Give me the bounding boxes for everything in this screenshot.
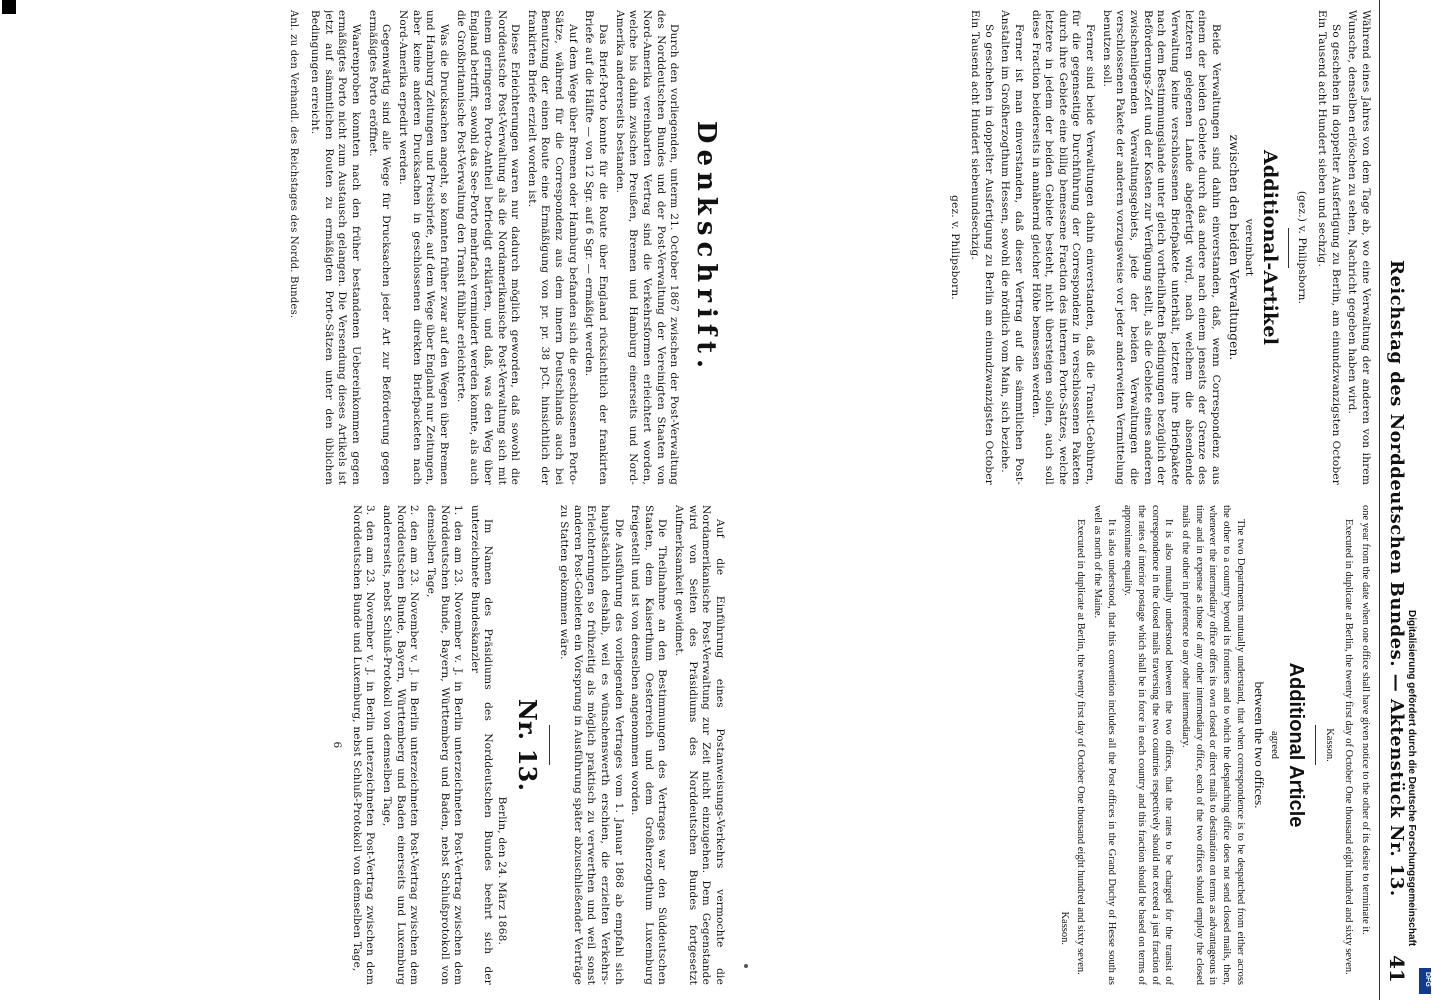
paragraph: The two Departments mutually understand, that when correspondence is to be despatched from either across the other to a country beyond its frontiers and to which the despatching office does not send closed mails, then, whenever the intermediary office offers its own closed or direct mails to destination on terms as advantageous in time and in expense as those of any other intermediary office, each of the two offices should employ the closed mails of the other in preference to any other intermediary. bbox=[1179, 505, 1246, 985]
dfg-logo-text: DFG bbox=[1424, 972, 1431, 987]
column-denkschrift bbox=[116, 10, 726, 485]
rotated-document-page bbox=[4, 0, 1416, 1000]
document-number: Nr. 13. bbox=[513, 698, 543, 792]
paragraph: Ferner ist man einverstanden, daß dieser Vertrag auf die sämmtlichen Post-Anstalten im Großherzogthum Hessen, sowohl die nördlich vom Main, sich beziehe. bbox=[999, 10, 1025, 485]
signature: Kasson. bbox=[1323, 728, 1335, 762]
scan-speck bbox=[744, 964, 748, 968]
list-item: 3. den am 23. November v. J. in Berlin unterzeichneten Post-Vertrag zwischen dem Norddeutschen Bunde und Luxemburg, nebst Schluß-Protokoll von demselben Tage, bbox=[350, 505, 377, 985]
paragraph: Executed in duplicate at Berlin, the twenty first day of October One thousand eight hundred and sixty seven. bbox=[1075, 519, 1087, 975]
dfg-logo bbox=[1419, 968, 1431, 994]
page-footer-number: 6 bbox=[331, 741, 344, 749]
column-english-treaty bbox=[736, 505, 1372, 985]
column-german-treaty bbox=[736, 10, 1372, 485]
paragraph: Die Ausführung des vorliegenden Vertrages vom 1. Januar 1868 ab empfahl sich hauptsächlich deshalb, weil es wünschenswerth erschien, die erzielten Verkehrs-Erleichterungen so frühzeitig als möglich praktisch zu verwerthen und weil sonst anderen Post-Gebieten ein Vorsprung in Ausführung später abzuschließender Verträge zu Statten gekommen wäre. bbox=[557, 505, 625, 985]
list-item: 1. den am 23. November v. J. in Berlin unterzeichneten Post-Vertrag zwischen dem Norddeutschen Bunde, Bayern, Württemberg und Baden, nebst Schlußprotokoll von demselben Tage, bbox=[424, 505, 465, 985]
footnote: Anl. zu den Verhandl. des Reichstages des Nordd. Bundes. bbox=[287, 10, 299, 319]
signature: gez. v. Philipsborn. bbox=[949, 195, 962, 300]
paragraph: Auf dem Wege über Bremen oder Hamburg befanden sich die geschlossenen Porto-Sätze, während für die Correspondenz aus dem innern Deutschlands auch bei Benutzung der einen Route eine Ermäßigung von pr. pr. 38 pCt. hinsichtlich der frankirten Briefe erzielt worden ist. bbox=[525, 10, 579, 485]
paragraph: So geschehen in doppelter Ausfertigung zu Berlin, am einundzwanzigsten October Ein Tausend acht Hundert sieben und sechzig. bbox=[1316, 10, 1342, 485]
column-nr13 bbox=[116, 505, 726, 985]
paragraph: one year from the date when one office shall have given notice to the other of its desire to terminate it. bbox=[1360, 505, 1371, 935]
signature: Kasson. bbox=[1058, 911, 1070, 945]
section-title: Additional Article bbox=[1285, 662, 1308, 828]
divider bbox=[1288, 228, 1289, 268]
section-title: Additional-Artikel bbox=[1258, 149, 1281, 346]
section-subtitle: zwischen den beiden Verwaltungen. bbox=[1227, 134, 1242, 361]
paragraph: Ferner sind beide Verwaltungen dahin einverstanden, daß die Transit-Gebühren, für die gegenseitige Durchführung der Correspondenz in verschlossenen Paketen durch ihre Gebiete eine billig bemessene Fraction des internen Porto-Satzes, welche letztere in jedem der beiden Gebiete besteht, nicht übersteigen sollen, auch soll diese Fraction beiderseits in annähernd gleicher Höhe bemessen werden. bbox=[1029, 10, 1097, 485]
divider bbox=[549, 725, 550, 765]
section-subtitle: agreed bbox=[1269, 731, 1281, 759]
paragraph: Beide Verwaltungen sind dahin einverstanden, daß, wenn Correspondenz aus einem der beiden Gebiete durch das andere nach einem jenseits der Grenze des letzteren gelegenen Lande abgefertigt wird, nach welchem die absendende Verwaltung keine verschlossenen Briefpakete unterhält, letztere ihre Briefpakete nach dem Bestimmungslande unter gleich vortheilhaften Bedingungen bezüglich der Beförderungs-Zeit und der Kosten zur Verfügung stellt, als die Gebiete eines anderen zwischenliegenden Verwaltungsgebiets, jede der beiden Verwaltungen die verschlossenen Pakete der anderen vorzugsweise vor jeder anderweiten Vermittelung benutzen soll. bbox=[1100, 10, 1222, 485]
paragraph: So geschehen in doppelter Ausfertigung zu Berlin am einundzwanzigsten October Ein Tausend acht Hundert siebenundsechzig. bbox=[968, 10, 995, 485]
page-number: 41 bbox=[1385, 955, 1409, 983]
paragraph: Was die Drucksachen angeht, so konnten früher zwar auf den Wegen über Bremen und Hamburg Zeitungen und Preisbriefe, auf dem Wege über England nur Zeitungen, aber keine anderen Drucksachen in geschlossenen direkten Briefpacketen nach Nord-Amerika erpedirt werden. bbox=[397, 10, 450, 485]
paragraph: Während eines Jahres von dem Tage ab, wo eine Verwaltung der anderen von ihrem Wunsche, denselben erlöschen zu sehen, Nachricht gegeben haben wird. bbox=[1346, 10, 1372, 485]
paragraph: It is also understood, that this convention includes all the Post offices in the Grand Duchy of Hesse south as well as north of the Maine. bbox=[1092, 505, 1117, 985]
paragraph: Gegenwärtig sind alle Wege für Drucksachen jeder Art zur Beförderung gegen ermäßigtes Porto eröffnet. bbox=[366, 10, 393, 485]
paragraph: Durch den vorliegenden, unterm 21. October 1867 zwischen der Post-Verwaltung des Norddeutschen Bundes und der Post-Verwaltung der Vereinigten Staaten von Nord-Amerika vereinbarten Vertrag sind die Verkehrsformen erleichtert worden, welche bis dahin zwischen Preußen, Bremen und Hamburg einerseits und Nord-Amerika andererseits bestanden. bbox=[613, 10, 681, 485]
header-rule bbox=[1379, 0, 1380, 1000]
paragraph: Diese Erleichterungen waren nur dadurch möglich geworden, daß sowohl die Norddeutsche Post-Verwaltung als die Nordamerikanische Post-Verwaltung sich mit einem geringeren Porto-Antheil befriedigt erklärten, und daß, was den Weg über England betrifft, sowohl das See-Porto mehrfach vermindert werden konnte, als auch die Großbritannische Post-Verwaltung den Transit fühlbar erleichterte. bbox=[454, 10, 522, 485]
paragraph: It is also mutually understood between the two offices, that the rates to be charged for the transit of correspondence in the closed mails traversing the two countries respectively should not exceed a just fraction of the rates of interior postage which shall be in force in each country and this fraction should be based on terms of approximate equality. bbox=[1122, 505, 1175, 985]
dateline: Berlin, den 24. März 1868. bbox=[496, 796, 509, 945]
paragraph: Im Namen des Präsidiums des Norddeutschen Bundes beehrt sich der unterzeichnete Bundeskanzler bbox=[468, 505, 495, 985]
digitization-credit: Digitalisierung gefördert durch die Deutsche Forschungsgemeinschaft bbox=[1406, 610, 1417, 947]
running-head-title: Reichstag des Norddeutschen Bundes. — Aktenstück Nr. 13. bbox=[1386, 260, 1407, 897]
divider bbox=[1315, 725, 1316, 765]
signature: (gez.) v. Philipsborn. bbox=[1296, 190, 1309, 305]
denkschrift-title: Denkschrift. bbox=[691, 120, 721, 375]
list-item: 2. den am 23. November v. J. in Berlin unterzeichneten Post-Vertrag zwischen dem Norddeutschen Bunde, Bayern, Württemberg und Baden einerseits und Luxemburg andererseits, nebst Schluß-Protokoll von demselben Tage, bbox=[381, 505, 421, 985]
section-subtitle: between the two offices. bbox=[1252, 681, 1268, 809]
section-subtitle: vereinbart bbox=[1243, 218, 1256, 277]
paragraph: Executed in duplicate at Berlin, the twenty first day of October One thousand eight hundred and sixty seven. bbox=[1343, 519, 1355, 975]
paragraph: Die Theilnahme an den Bestimmungen des Vertrages war den Süddeutschen Staaten, dem Kaiserthum Oesterreich und dem Großherzogthum Luxemburg freigestellt und ist von denselben angenommen worden. bbox=[629, 505, 669, 985]
paragraph: Das Brief-Porto konnte für die Route über England rücksichtlich der frankirten Briefe auf die Hälfte — von 12 Sgr. auf 6 Sgr. — ermäßigt werden. bbox=[583, 10, 609, 485]
paragraph: Auf die Einführung eines Postanweisungs-Verkehrs vermochte die Nordamerikanische Post-Verwaltung zur Zeit nicht einzugehen. Dem Gegenstande wird von Seiten des Präsidiums des Norddeutschen Bundes fortgesetzt Aufmerksamkeit gewidmet. bbox=[673, 505, 726, 985]
paragraph: Waarenproben konnten nach den früher bestandenen Uebereinkommen gegen ermäßigtes Porto nicht zum Austausch gelangen. Die Versendung dieses Artikels ist jetzt auf sämmtlichen Routen zu ermäßigten Porto-Sätzen unter den üblichen Bedingungen erreicht. bbox=[309, 10, 363, 485]
